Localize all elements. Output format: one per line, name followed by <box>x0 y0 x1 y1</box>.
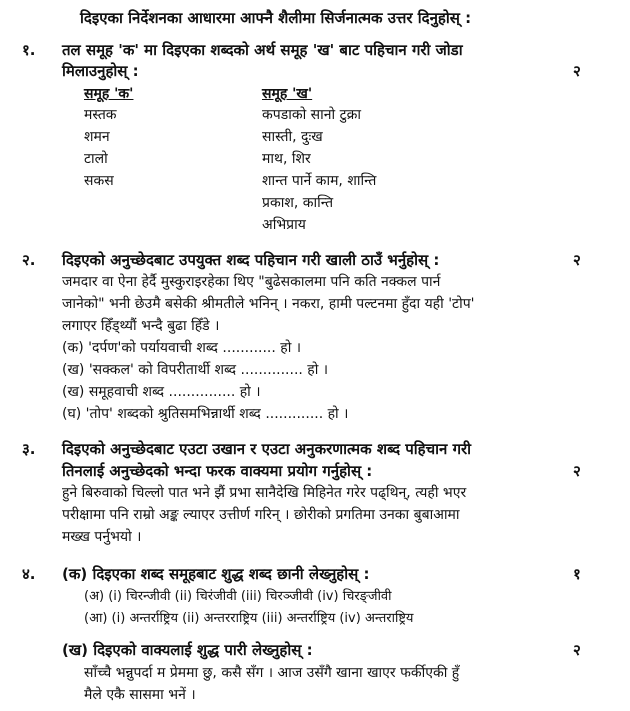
q4-sentence-line: साँच्चै भन्नुपर्दा म प्रेममा छु, कसै सँग । आज उसँगै खाना खाएर फर्कीएकी हुँ <box>84 665 460 681</box>
q1-number: १. <box>22 41 36 59</box>
group-b-item: अभिप्राय <box>262 217 306 233</box>
q1-marks: २ <box>573 62 581 80</box>
q2-marks: २ <box>573 251 581 269</box>
q3-paragraph-line: मख्ख पर्नुभयो । <box>62 529 142 545</box>
group-b-item: प्रकाश, कान्ति <box>262 195 334 211</box>
q1-heading-line1: तल समूह 'क' मा दिइएका शब्दको अर्थ समूह 'ख' बाट पहिचान गरी जोडा <box>62 41 463 59</box>
group-b-item: कपडाको सानो टुक्रा <box>262 107 362 123</box>
q2-paragraph-line: लगाएर हिँड्थ्यौं भन्दै बुढा हिँडे । <box>62 318 220 334</box>
q2-item: (घ) 'तोप' शब्दको श्रुतिसमभिन्नार्थी शब्द ............. हो । <box>62 406 349 422</box>
group-b-header: समूह 'ख' <box>262 86 313 102</box>
q3-paragraph-line: हुने बिरुवाको चिल्लो पात भने झैं प्रभा सानैदेखि मिहिनेत गरेर पढ्थिन्, त्यही भएर <box>62 485 467 501</box>
group-a-item: सकस <box>84 173 114 189</box>
q4-sentence-line: मैले एकै सासमा भनें । <box>84 687 196 703</box>
group-a-header: समूह 'क' <box>84 86 134 102</box>
q3-heading-line1: दिइएको अनुच्छेदबाट एउटा उखान र एउटा अनुकरणात्मक शब्द पहिचान गरी <box>62 440 472 458</box>
q3-paragraph-line: परीक्षामा पनि राम्रो अङ्क ल्याएर उत्तीर्ण गरिन् । छोरीको प्रगतिमा उनका बुबाआमा <box>62 507 460 523</box>
q2-paragraph-line: जानेको" भनी छेउमै बसेकी श्रीमतीले भनिन् । नकरा, हामी पल्टनमा हुँदा यही 'टोप' <box>62 296 475 312</box>
q2-item: (ख) 'सक्कल' को विपरीतार्थी शब्द .............. हो । <box>62 362 329 378</box>
group-b-item: शान्त पार्ने काम, शान्ति <box>262 173 377 189</box>
group-a-item: मस्तक <box>84 107 117 123</box>
q3-marks: २ <box>573 462 581 480</box>
group-a-item: शमन <box>84 129 110 145</box>
q2-number: २. <box>22 251 36 269</box>
q4-option-row: (अ) (i) चिरन्जीवी (ii) चिरंजीवी (iii) चिरञ्जीवी (iv) चिरङ्जीवी <box>84 589 392 604</box>
group-b-item: सास्ती, दुःख <box>262 129 323 145</box>
q4-part-a-marks: १ <box>573 565 581 583</box>
q4-number: ४. <box>22 565 36 583</box>
q3-number: ३. <box>22 440 36 458</box>
q4-part-a-heading: (क) दिइएका शब्द समूहबाट शुद्ध शब्द छानी लेख्नुहोस् : <box>62 565 370 583</box>
q4-part-b-heading: (ख) दिइएको वाक्यलाई शुद्ध पारी लेख्नुहोस् : <box>62 641 313 659</box>
group-b-item: माथ, शिर <box>262 151 311 167</box>
q2-paragraph-line: जमदार वा ऐना हेर्दै मुस्कुराइरहेका थिए "बुढेसकालमा पनि कति नक्कल पार्न <box>62 274 441 290</box>
q4-option-row: (आ) (i) अन्तर्राष्ट्रिय (ii) अन्तरराष्ट्रिय (iii) अन्तर्राष्ट्रिय (iv) अन्तराष्ट्रिय <box>84 611 414 626</box>
q4-part-b-marks: २ <box>573 641 581 659</box>
q2-item: (क) 'दर्पण'को पर्यायवाची शब्द ............ हो । <box>62 340 302 356</box>
q3-heading-line2: तिनलाई अनुच्छेदको भन्दा फरक वाक्यमा प्रयोग गर्नुहोस् : <box>62 462 373 480</box>
q2-heading: दिइएको अनुच्छेदबाट उपयुक्त शब्द पहिचान गरी खाली ठाउँ भर्नुहोस् : <box>62 251 440 269</box>
instruction-heading: दिइएका निर्देशनका आधारमा आफ्नै शैलीमा सिर्जनात्मक उत्तर दिनुहोस् : <box>80 9 472 27</box>
q2-item: (ख) समूहवाची शब्द ............... हो । <box>62 384 261 400</box>
group-a-item: टालो <box>84 151 108 167</box>
q1-heading-line2: मिलाउनुहोस् : <box>62 62 139 80</box>
